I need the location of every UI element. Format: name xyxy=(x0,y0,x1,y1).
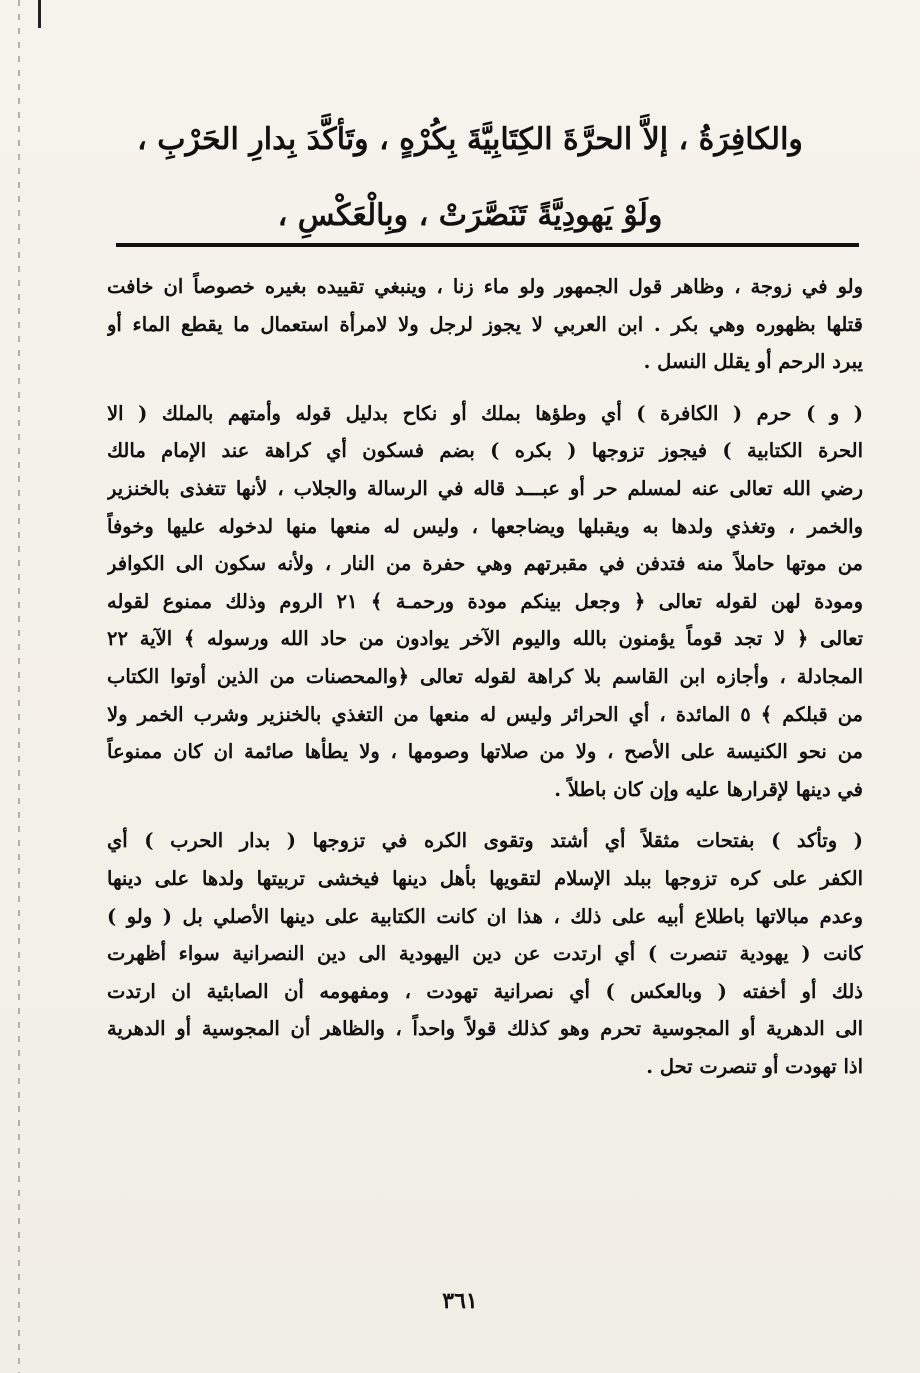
text-line: قتلها بظهوره وهي بكر . ابن العربي لا يجوز لرجل ولا لامرأة استعمال ما يقطع الماء أو xyxy=(107,312,863,336)
matn-text xyxy=(120,102,820,254)
text-line: يبرد الرحم أو يقلل النسل . xyxy=(643,350,863,374)
text-line: كانت ( يهودية تنصرت ) أي ارتدت عن دين اليهودية الى دين النصرانية سواء أظهرت xyxy=(107,942,863,966)
text-line: الحرة الكتابية ) فيجوز تزوجها ( بكره ) بضم فسكون أي كراهة عند الإمام مالك xyxy=(107,439,863,463)
text-line: اذا تهودت أو تنصرت تحل . xyxy=(646,1054,863,1078)
page-number: ٣٦١ xyxy=(442,1288,478,1314)
paragraph-1 xyxy=(107,268,863,381)
text-line: وعدم مبالاتها باطلاع أبيه على ذلك ، هذا ان كانت الكتابية على دينها الأصلي بل ( ولو ) xyxy=(107,904,863,928)
text-line: في دينها لإقرارها عليه وإن كان باطلاً . xyxy=(554,777,863,801)
paragraph-3 xyxy=(107,822,863,1085)
commentary-text xyxy=(107,268,863,1085)
text-line: ومودة لهن لقوله تعالى ﴿ وجعل بينكم مودة ورحمـة ﴾ ٢١ الروم وذلك ممنوع لقوله xyxy=(107,589,863,613)
matn-line: والكافِرَةُ ، إلاَّ الحرَّةَ الكِتَابِيَّةَ بِكُرْهٍ ، وتَأكَّدَ بِدارِ الحَرْبِ ، xyxy=(137,122,803,157)
text-line: ( وتأكد ) بفتحات مثقلاً أي أشتد وتقوى الكره في تزوجها ( بدار الحرب ) أي xyxy=(107,829,863,853)
text-line: من موتها حاملاً منه فتدفن في مقبرتهم وهي حفرة من النار ، ولأنه سكون الى الكوافر xyxy=(107,552,863,576)
page-top-mark xyxy=(38,0,41,28)
text-line: ذلك أو أخفته ( وبالعكس ) أي نصرانية تهودت ، ومفهومه أن الصابئية ان ارتدت xyxy=(107,979,863,1003)
separator-rule xyxy=(116,243,859,247)
text-line: تعالى ﴿ لا تجد قوماً يؤمنون بالله واليوم الآخر يوادون من حاد الله ورسوله ﴾ الآية ٢٢ xyxy=(107,627,863,651)
matn-line: ولَوْ يَهودِيَّةً تَنَصَّرَتْ ، وبِالْعَكْسِ ، xyxy=(277,198,663,233)
text-line: المجادلة ، وأجازه ابن القاسم بلا كراهة لقوله تعالى ﴿والمحصنات من الذين أوتوا الكتاب xyxy=(107,664,863,688)
text-line: الكفر على كره تزوجها ببلد الإسلام لتقويها بأهل دينها فيخشى تربيتها ولدها على دينها xyxy=(107,866,863,890)
text-line: ( و ) حرم ( الكافرة ) أي وطؤها بملك أو نكاح بدليل قوله وأمتهم بالملك ( الا xyxy=(107,401,863,425)
paragraph-2 xyxy=(107,395,863,809)
text-line: من نحو الكنيسة على الأصح ، ولا من صلاتها وصومها ، ولا يطأها صائمة ان كان ممنوعاً xyxy=(107,740,863,764)
text-line: والخمر ، وتغذي ولدها به ويقبلها ويضاجعها ، وليس له منعها منها لدخوله عليها وخوفاً xyxy=(107,514,863,538)
text-line: ولو في زوجة ، وظاهر قول الجمهور ولو ماء زنا ، وينبغي تقييده بغيره خصوصاً ان خافت xyxy=(107,275,863,298)
text-line: الى الدهرية أو المجوسية تحرم وهو كذلك قولاً واحداً ، والظاهر أن المجوسية أو الدهرية xyxy=(107,1017,863,1041)
text-line: رضي الله تعالى عنه لمسلم حر أو عبـــد قاله في الرسالة والجلاب ، لأنها تتغذى بالخنزير xyxy=(107,476,863,500)
text-line: من قبلكم ﴾ ٥ المائدة ، أي الحرائر وليس له منعها من التغذي بالخنزير وشرب الخمر ولا xyxy=(107,702,863,726)
page-binding-edge xyxy=(18,0,20,1373)
